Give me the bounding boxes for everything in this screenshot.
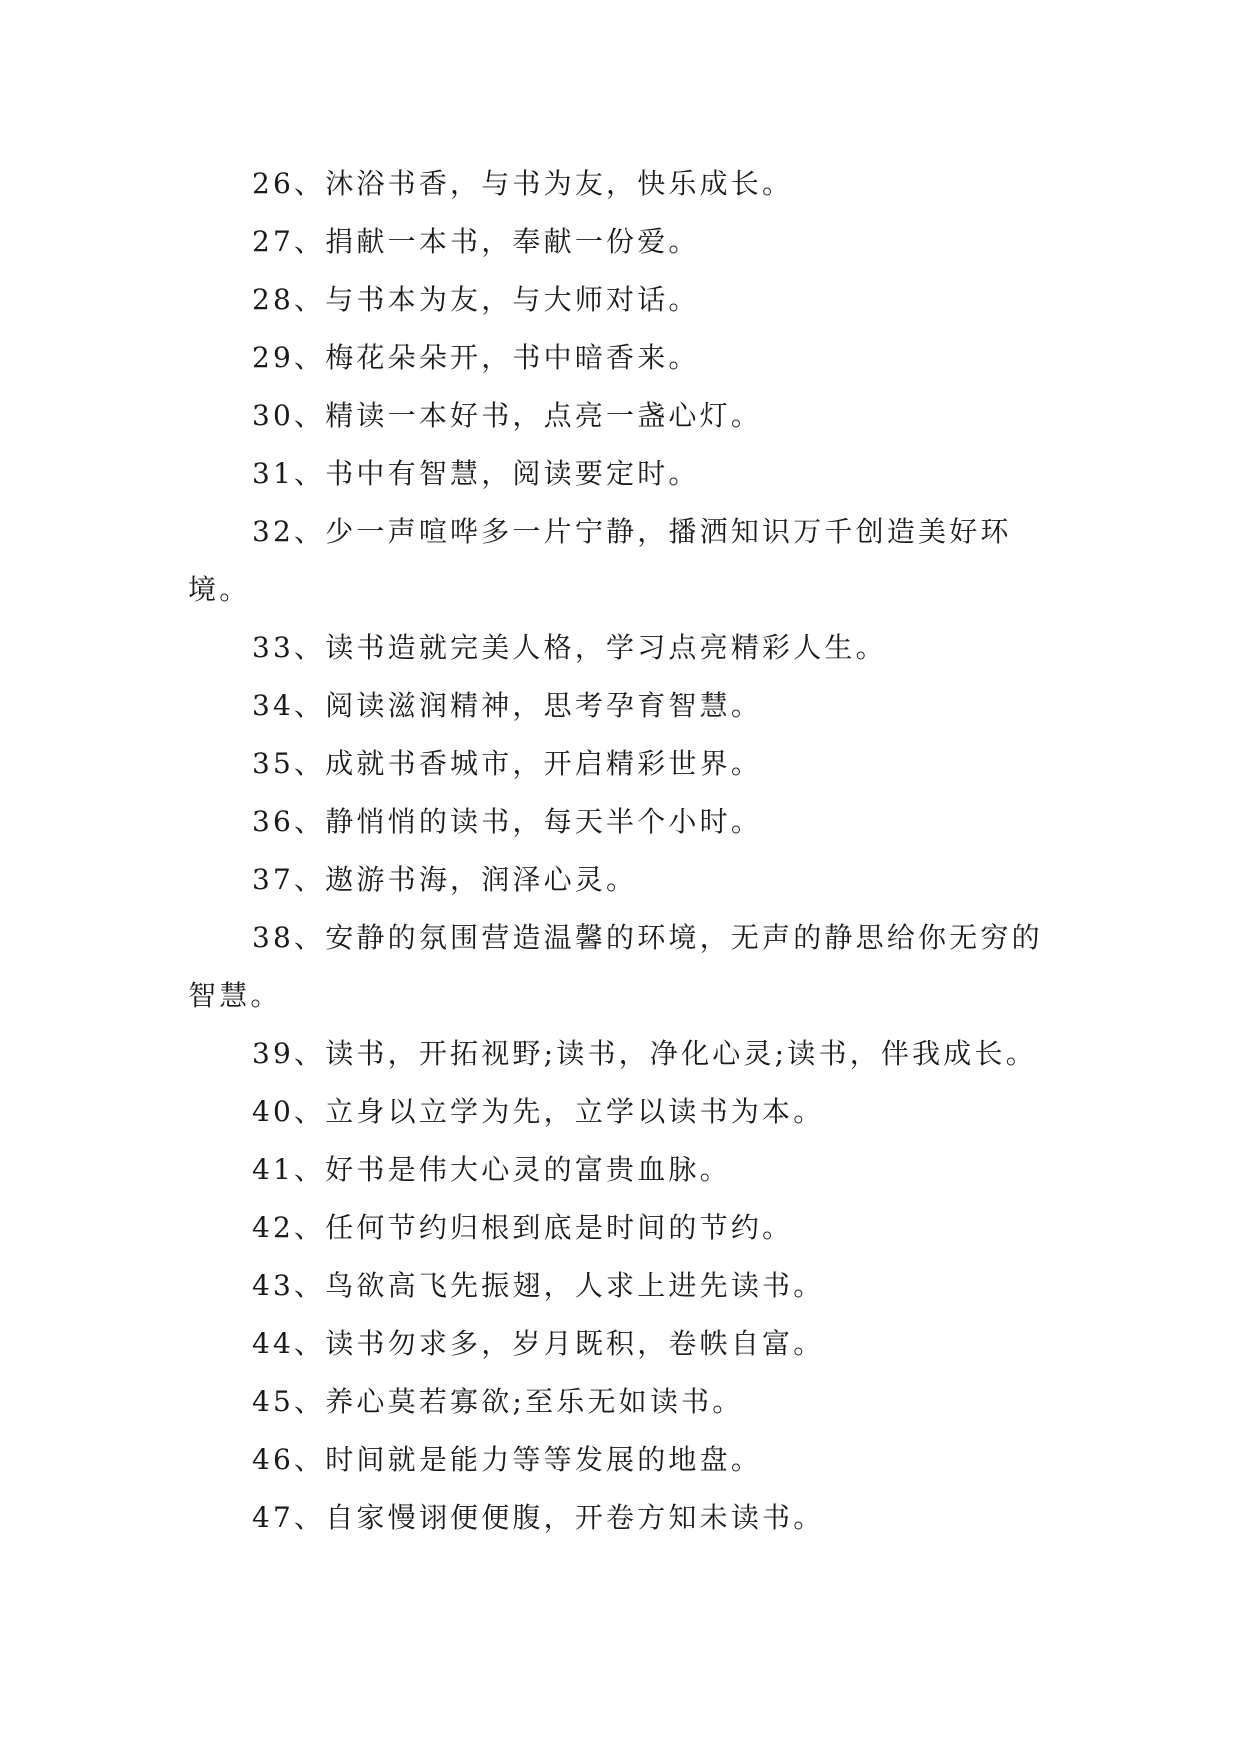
list-item: 36、静悄悄的读书，每天半个小时。	[252, 805, 763, 838]
list-item: 32、少一声喧哗多一片宁静，播洒知识万千创造美好环境。	[188, 515, 1012, 606]
list-item: 35、成就书香城市，开启精彩世界。	[252, 747, 763, 780]
list-item: 44、读书勿求多，岁月既积，卷帙自富。	[252, 1327, 825, 1360]
list-item: 40、立身以立学为先，立学以读书为本。	[252, 1095, 825, 1128]
list-item: 37、遨游书海，润泽心灵。	[252, 863, 638, 896]
list-item: 41、好书是伟大心灵的富贵血脉。	[252, 1153, 731, 1186]
list-item: 29、梅花朵朵开，书中暗香来。	[252, 341, 700, 374]
list-item: 42、任何节约归根到底是时间的节约。	[252, 1211, 794, 1244]
list-item: 46、时间就是能力等等发展的地盘。	[252, 1443, 763, 1476]
list-item: 45、养心莫若寡欲;至乐无如读书。	[252, 1385, 744, 1418]
list-item: 27、捐献一本书，奉献一份爱。	[252, 225, 700, 258]
list-item: 39、读书，开拓视野;读书，净化心灵;读书，伴我成长。	[252, 1037, 1037, 1070]
slogan-list	[188, 155, 1048, 1547]
list-item: 28、与书本为友，与大师对话。	[252, 283, 700, 316]
list-item: 26、沐浴书香，与书为友，快乐成长。	[252, 167, 794, 200]
list-item: 33、读书造就完美人格，学习点亮精彩人生。	[252, 631, 887, 664]
list-item: 43、鸟欲高飞先振翅，人求上进先读书。	[252, 1269, 825, 1302]
list-item: 47、自家慢诩便便腹，开卷方知未读书。	[252, 1501, 825, 1534]
list-item: 38、安静的氛围营造温馨的环境，无声的静思给你无穷的智慧。	[188, 921, 1043, 1012]
list-item: 34、阅读滋润精神，思考孕育智慧。	[252, 689, 763, 722]
list-item: 30、精读一本好书，点亮一盏心灯。	[252, 399, 763, 432]
list-item: 31、书中有智慧，阅读要定时。	[252, 457, 700, 490]
